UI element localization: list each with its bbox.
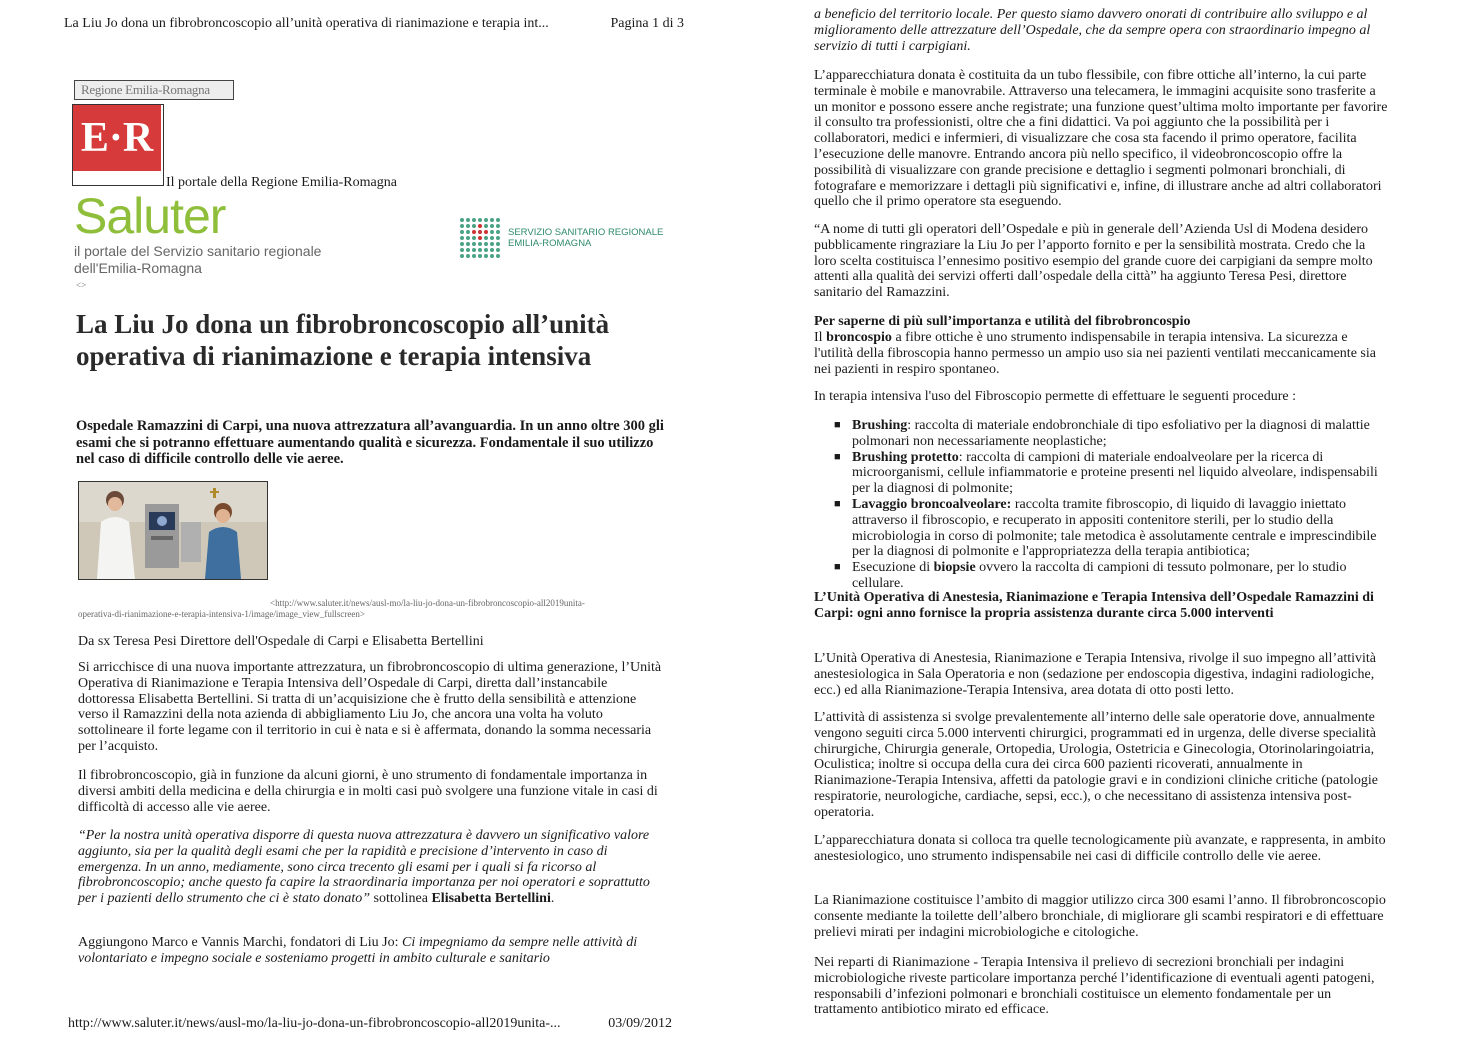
- paragraph-equipment: L’apparecchiatura donata è costituita da un tubo flessibile, con fibre ottiche all’interno, la cui parte terminale è mobile e manovrabile. Attraverso una telecamera, le immagini acquisite sono trasferite a un monitor e possono essere anche registrate; una funzione quest’ultima molto importante per favorire il consulto tra professionisti, oltre che a fini didattici. Va poi aggiunto che la possibilità per i collaboratori, medici e infermieri, di visualizzare che cosa sta facendo il primo operatore, facilita l’esecuzione delle manovre. Entrando ancora più nello specifico, il videobroncoscopio offre la possibilità di visualizzare con grande precisione e dettaglio i segmenti polmonari bronchiali, di fotografare e memorizzare i dettagli più significativi e, infine, di illustrare anche ad altri collaboratori quello che il primo operatore sta eseguendo.: [814, 68, 1388, 210]
- page-header-title: La Liu Jo dona un fibrobroncoscopio all’unità operativa di rianimazione e terapia int...: [64, 16, 549, 31]
- photo-url-link[interactable]: <http://www.saluter.it/news/ausl-mo/la-liu-jo-dona-un-fibrobroncoscopio-all2019unita-: [270, 598, 585, 608]
- bullet-term: Brushing: [852, 418, 908, 433]
- broncospio-start: Il: [814, 330, 827, 345]
- page-number: Pagina 1 di 3: [610, 16, 684, 31]
- bullet-term: Lavaggio broncoalveolare:: [852, 496, 1012, 512]
- paragraph-4: [78, 935, 662, 967]
- right-page: [738, 0, 1476, 1044]
- ssr-line1: SERVIZIO SANITARIO REGIONALE: [508, 227, 664, 238]
- list-item: [834, 450, 1390, 497]
- footer-url[interactable]: http://www.saluter.it/news/ausl-mo/la-liu-jo-dona-un-fibrobroncoscopio-all2019unita-...: [68, 1016, 561, 1031]
- er-logo-text: E·R: [73, 105, 161, 171]
- broncospio-rest: a fibre ottiche è uno strumento indispensabile in terapia intensiva. La sicurezza e l'utilità della fibroscopia hanno permesso un ampio uso sia nei pazienti ventilati meccanicamente sia nei pazienti in respiro spontaneo.: [814, 330, 1376, 377]
- saluter-subtitle-line2: dell'Emilia-Romagna: [74, 260, 202, 276]
- paragraph-rianimazione: La Rianimazione costituisce l’ambito di maggior utilizzo circa 300 esami l’anno. Il fibrobroncoscopio consente mediante la toilette dell’albero bronchiale, di migliorare gli scambi respiratori e di effettuare prelievi mirati per indagini microbiologiche e citologiche.: [814, 893, 1386, 940]
- broncospio-term: broncospio: [826, 330, 892, 345]
- article-photo[interactable]: [78, 481, 268, 580]
- paragraph-unit: L’Unità Operativa di Anestesia, Rianimazione e Terapia Intensiva, rivolge il suo impegno all’attività anestesiologica in Sala Operatoria e non (sedazione per endoscopia digestiva, indagini radiologiche, ecc.) ed alla Rianimazione-Terapia Intensiva, area dotata di otto posti letto.: [814, 651, 1376, 698]
- er-logo[interactable]: [72, 104, 164, 186]
- bullet-term: Brushing protetto: [852, 449, 959, 465]
- saluter-subtitle: [74, 243, 374, 277]
- paragraph-1: Si arricchisce di una nuova importante attrezzatura, un fibrobroncoscopio di ultima generazione, l’Unità Operativa di Rianimazione e Terapia Intensiva dell’Ospedale di Carpi, diretta dall’instancabile dottoressa Elisabetta Bertellini. Si tratta di un’acquisizione che è frutto della sensibilità e attenzione verso il Ramazzini della nota azienda di abbigliamento Liu Jo, che ancora una volta ha voluto sottolineare il forte legame con il territorio in cui è nata e si è affermata, donando la somma necessaria per l’acquisto.: [78, 660, 662, 754]
- procedures-list: [834, 418, 1390, 592]
- list-item: [834, 418, 1390, 450]
- quote-marchi: Ci impegniamo da sempre nelle attività di volontariato e impegno sociale e sosteniamo progetti in ambito culturale e sanitario: [78, 935, 638, 966]
- paragraph-activity: L’attività di assistenza si svolge prevalentemente all’interno delle sale operatorie dove, annualmente vengono seguiti circa 5.000 interventi chirurgici, programmati ed in urgenza, delle diverse specialità chirurgiche, Chirurgia generale, Ortopedia, Urologia, Ostetricia e Ginecologia, Otorinolaringoiatria, Oculistica; inoltre si occupa della cura dei circa 600 pazienti ricoverati, annualmente in Rianimazione-Terapia Intensiva, affetti da patologie gravi e in condizioni cliniche critiche (patologie respiratorie, neurologiche, cardiache, sepsi, ecc.), o che necessitano di assistenza intensiva post-operatoria.: [814, 710, 1378, 820]
- paragraph-pesi: “A nome di tutti gli operatori dell’Ospedale e più in generale dell’Azienda Usl di Modena desidero pubblicamente ringraziare la Liu Jo per l’apporto fornito e per la sensibilità mostrata. Credo che la loro scelta costituisca l’ennesimo positivo esempio del grande cuore dei carpigiani da sempre molto attenti alla qualità dei servizi offerti dall’ospedale della città” ha aggiunto Teresa Pesi, direttore sanitario del Ramazzini.: [814, 222, 1373, 301]
- portal-line: Il portale della Regione Emilia-Romagna: [166, 175, 397, 190]
- saluter-arrow: <>: [76, 280, 87, 290]
- paragraph-2: Il fibrobroncoscopio, già in funzione da alcuni giorni, è uno strumento di fondamentale importanza in diversi ambiti della medicina e della chirurgia e in molti casi può svolgere una funzione vitale in casi di difficoltà di accesso alle vie aeree.: [78, 768, 658, 815]
- region-link[interactable]: Regione Emilia-Romagna: [74, 80, 234, 100]
- ssr-dot-grid-icon: [460, 218, 500, 258]
- ssr-logo[interactable]: [460, 218, 663, 258]
- quote-bertellini: “Per la nostra unità operativa disporre di questa nuova attrezzatura è davvero un significativo valore aggiunto, sia per la qualità degli esami che per la rapidità e precisione d’intervento in caso di emergenza. In un anno, mediamente, sono circa trecento gli esami per i quali si fa ricorso al fibrobroncoscopio; anche questo fa capire la straordinaria importanza per noi operatori e soprattutto per i pazienti dello strumento che ci è stato donato”: [78, 828, 650, 907]
- bullet-text: : raccolta di materiale endobronchiale di tipo esfoliativo per la diagnosi di malattie polmonari non necessariamente neoplastiche;: [852, 418, 1370, 449]
- paragraph-equipment-placement: L’apparecchiatura donata si colloca tra quelle tecnologicamente più avanzate, e rappresenta, in ambito anestesiologico, uno strumento indispensabile nei casi di difficile controllo delle vie aeree.: [814, 833, 1386, 864]
- quote-end: .: [550, 891, 555, 907]
- ssr-logo-text: [508, 227, 663, 249]
- bullet-text: : raccolta di campioni di materiale endoalveolare per la ricerca di microorganismi, cellule infiammatorie e proteine presenti nel liquido alveolare, indispensabili per la diagnosi di polmonite;: [852, 449, 1378, 497]
- quote-author: Elisabetta Bertellini: [431, 891, 551, 907]
- quote-continuation: a beneficio del territorio locale. Per questo siamo davvero onorati di contribuire allo sviluppo e al miglioramento delle attrezzature dell’Ospedale, che da sempre opera con straordinario impegno al servizio di tutti i carpigiani.: [814, 7, 1371, 54]
- article-lead: Ospedale Ramazzini di Carpi, una nuova attrezzatura all’avanguardia. In un anno oltre 300 gli esami che si potranno effettuare aumentando qualità e sicurezza. Fondamentale il suo utilizzo nel caso di difficile controllo delle vie aeree.: [76, 418, 664, 467]
- paragraph-4-start: Aggiungono Marco e Vannis Marchi, fondatori di Liu Jo:: [78, 935, 403, 950]
- page-footer: [68, 1016, 672, 1032]
- footer-date: 03/09/2012: [608, 1016, 672, 1031]
- paragraph-secretions: Nei reparti di Rianimazione - Terapia Intensiva il prelievo di secrezioni bronchiali per indagini microbiologiche riveste particolare importanza perché l’identificazione di eventuali agenti patogeni, responsabili d’infezioni polmonari e bronchiali costituisce un elemento fondamentale per un trattamento antibiotico mirato ed efficace.: [814, 955, 1375, 1018]
- list-item: [834, 497, 1390, 560]
- list-item: [834, 560, 1390, 592]
- section-heading-more: Per saperne di più sull’importanza e utilità del fibrobroncospio: [814, 314, 1191, 329]
- photo-illustration: [79, 482, 267, 579]
- page-header: [64, 16, 684, 32]
- paragraph-broncospio: [814, 330, 1388, 377]
- photo-url-link-cont[interactable]: operativa-di-rianimazione-e-terapia-intensiva-1/image/image_view_fullscreen>: [78, 609, 365, 619]
- paragraph-3: [78, 828, 662, 907]
- section-heading-unit: L’Unità Operativa di Anestesia, Rianimazione e Terapia Intensiva dell’Ospedale Ramazzini di Carpi: ogni anno fornisce la propria assistenza durante circa 5.000 interventi: [814, 590, 1374, 621]
- bullet-text: ovvero la raccolta di campioni di tessuto polmonare, per lo studio cellulare.: [852, 560, 1347, 591]
- bullet-pre: Esecuzione di: [852, 560, 934, 576]
- saluter-logo[interactable]: Saluter: [74, 188, 226, 244]
- ssr-line2: EMILIA-ROMAGNA: [508, 238, 592, 249]
- bullet-text: raccolta tramite fibroscopio, di liquido di lavaggio iniettato attraverso il fibroscopio, e recuperato in appositi contenitore sterili, per lo studio della microbiologia in corso di polmonite; tale metodica è assolutamente centrale e imprescindibile per la diagnosi di polmonite e l'appropriatezza della terapia antibiotica;: [852, 496, 1377, 560]
- saluter-subtitle-line1: il portale del Servizio sanitario regionale: [74, 243, 322, 259]
- quote-tail: sottolinea: [370, 891, 432, 907]
- photo-caption: Da sx Teresa Pesi Direttore dell'Ospedale di Carpi e Elisabetta Bertellini: [78, 634, 484, 649]
- paragraph-procedures-intro: In terapia intensiva l'uso del Fibroscopio permette di effettuare le seguenti procedure :: [814, 389, 1296, 404]
- article-title: La Liu Jo dona un fibrobroncoscopio all’unità operativa di rianimazione e terapia intensiva: [76, 309, 610, 371]
- bullet-term: biopsie: [933, 560, 976, 576]
